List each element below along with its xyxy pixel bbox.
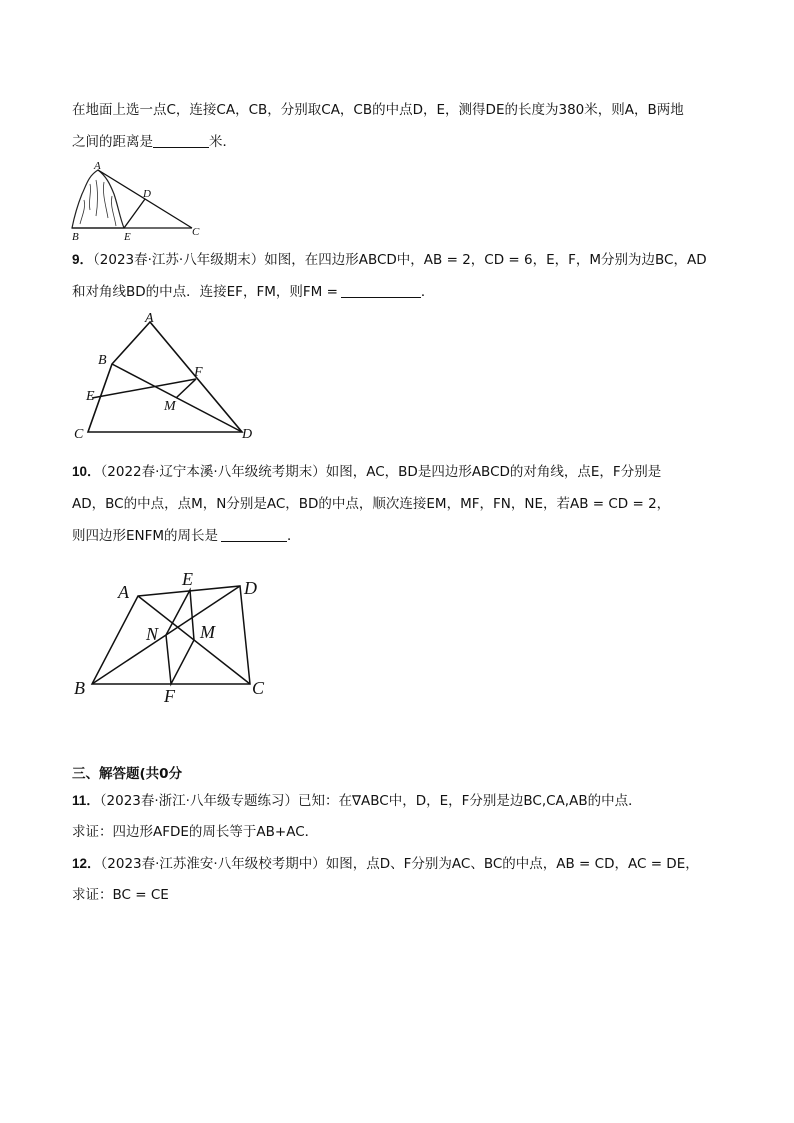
q8-label-B: B (72, 231, 79, 243)
q12-number: 12． (72, 856, 101, 871)
q10-label-M: M (200, 622, 215, 642)
q10-label-E: E (182, 569, 193, 589)
q9-text-line-1 (72, 250, 707, 270)
q10-text-line-2: AD，BC的中点，点M，N分别是AC，BD的中点，顺次连接EM，MF，FN，NE，若AB = CD = 2， (72, 496, 671, 512)
q9-label-E: E (86, 389, 95, 404)
q9-prompt: 和对角线BD的中点．连接EF，FM，则FM = (72, 284, 338, 300)
q12-source: （2023春·江苏淮安·八年级校考期中） (100, 856, 326, 872)
q9-label-M: M (164, 399, 176, 414)
section-3-title: 三、解答题(共0分 (72, 766, 183, 782)
q8-prompt: 之间的距离是 (72, 134, 153, 150)
q8-label-C: C (192, 226, 200, 238)
q10-text-line-3 (72, 526, 301, 546)
q9-number: 9． (72, 252, 94, 267)
q9-source: （2023春·江苏·八年级期末） (93, 252, 265, 268)
q10-number: 10． (72, 464, 101, 479)
q10-stem-1: 如图，AC，BD是四边形ABCD的对角线，点E，F分别是 (325, 464, 662, 480)
q8-text-line-2 (72, 132, 236, 152)
q10-period: ． (287, 528, 301, 544)
q11-source: （2023春·浙江·八年级专题练习） (99, 793, 298, 809)
q10-label-B: B (74, 678, 85, 698)
q10-label-A: A (118, 582, 129, 602)
q10-label-F: F (164, 686, 175, 706)
q9-text-line-2 (72, 282, 434, 302)
q8-label-E: E (124, 231, 131, 243)
q11-stem: 已知：在∇ABC中，D，E，F分别是边BC,CA,AB的中点． (297, 793, 642, 809)
q11-number: 11． (72, 793, 100, 808)
q11-text-line-2: 求证：四边形AFDE的周长等于AB+AC． (72, 824, 319, 840)
q10-source: （2022春·辽宁本溪·八年级统考期末） (100, 464, 326, 480)
q9-answer-blank[interactable] (341, 283, 421, 298)
q8-label-A: A (94, 160, 101, 172)
q10-label-D: D (244, 578, 257, 598)
q10-figure (72, 568, 282, 708)
q9-stem: 如图，在四边形ABCD中，AB = 2，CD = 6，E，F，M分别为边BC，AD (264, 252, 707, 268)
q8-figure (68, 160, 208, 243)
q8-label-D: D (143, 188, 151, 200)
q9-label-C: C (74, 427, 84, 442)
q8-unit: 米． (209, 134, 236, 150)
q9-label-A: A (145, 311, 154, 326)
q10-text-line-1 (72, 462, 661, 482)
q10-label-C: C (252, 678, 265, 698)
q11-text-line-1 (72, 791, 642, 811)
q8-answer-blank[interactable] (153, 133, 209, 148)
q9-label-F: F (194, 365, 203, 380)
q9-period: ． (420, 284, 435, 300)
q9-label-D: D (242, 427, 253, 442)
q12-stem: 如图，点D、F分别为AC、BC的中点，AB = CD，AC = DE， (325, 856, 699, 872)
q10-prompt: 则四边形ENFM的周长是 (72, 528, 219, 544)
q12-text-line-1 (72, 854, 699, 874)
q9-label-B: B (98, 353, 107, 368)
q10-label-N: N (146, 624, 159, 644)
q12-text-line-2: 求证：BC = CE (72, 887, 169, 903)
q8-text-line-1: 在地面上选一点C，连接CA，CB，分别取CA，CB的中点D，E，测得DE的长度为380米，则A，B两地 (72, 102, 684, 118)
q10-answer-blank[interactable] (221, 527, 287, 542)
q9-figure (70, 312, 270, 442)
